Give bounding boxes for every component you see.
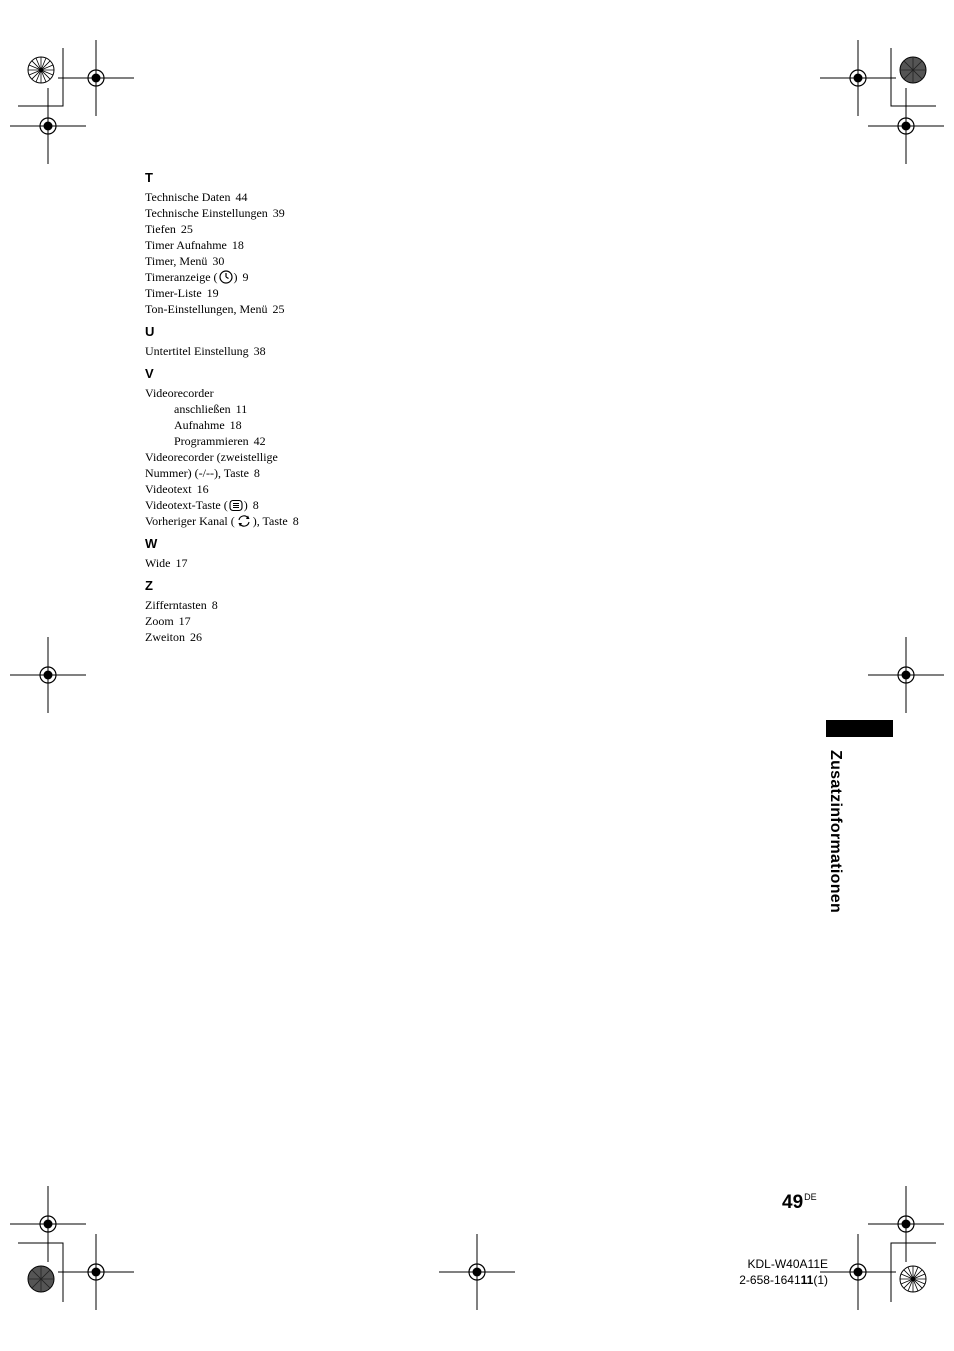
entry-term: Zweiton xyxy=(145,630,185,644)
entry-suffix: ) xyxy=(233,270,238,284)
entry-term: Videotext xyxy=(145,482,192,496)
entry-page-number: 18 xyxy=(229,418,242,432)
entry-page-number: 8 xyxy=(252,498,259,512)
index-entry xyxy=(145,497,445,513)
model-number: KDL-W40A11E xyxy=(747,1257,828,1271)
index-entry xyxy=(145,449,445,465)
document-code: 2-658-164111(1) xyxy=(739,1273,828,1287)
entry-term: Untertitel Einstellung xyxy=(145,344,249,358)
section-letter: U xyxy=(145,324,155,339)
entry-page-number: 8 xyxy=(292,514,299,528)
index-section-w xyxy=(145,536,445,571)
index-entry xyxy=(145,629,445,645)
entry-term: Tiefen xyxy=(145,222,176,236)
previous-channel-icon xyxy=(235,514,253,528)
entry-page-number: 16 xyxy=(196,482,209,496)
section-letter: T xyxy=(145,170,153,185)
entry-page-number: 30 xyxy=(212,254,225,268)
index-subentry xyxy=(145,401,445,417)
teletext-icon xyxy=(228,498,244,512)
footer-info xyxy=(738,1256,828,1288)
entry-term: anschließen xyxy=(174,402,231,416)
index-column xyxy=(145,170,445,652)
entry-suffix: ), Taste xyxy=(252,514,288,528)
entry-page-number: 18 xyxy=(231,238,244,252)
entry-page-number: 25 xyxy=(272,302,285,316)
index-entry xyxy=(145,285,445,301)
index-entry xyxy=(145,481,445,497)
entry-term: Timer Aufnahme xyxy=(145,238,227,252)
index-section-z xyxy=(145,578,445,645)
entry-term: Vorheriger Kanal ( xyxy=(145,514,235,528)
page-language: DE xyxy=(804,1192,817,1202)
side-section-title: Zusatzinformationen xyxy=(827,750,844,914)
entry-term: Technische Einstellungen xyxy=(145,206,268,220)
index-entry xyxy=(145,555,445,571)
entry-term: Timeranzeige ( xyxy=(145,270,218,284)
entry-page-number: 11 xyxy=(235,402,248,416)
entry-term: Videorecorder (zweistellige xyxy=(145,450,278,464)
clock-icon xyxy=(218,270,234,284)
entry-page-number: 8 xyxy=(253,466,260,480)
entry-term: Programmieren xyxy=(174,434,249,448)
entry-term: Technische Daten xyxy=(145,190,231,204)
index-entry xyxy=(145,189,445,205)
index-entry xyxy=(145,465,445,481)
section-letter: V xyxy=(145,366,154,381)
entry-page-number: 19 xyxy=(206,286,219,300)
entry-term: Zoom xyxy=(145,614,174,628)
entry-page-number: 38 xyxy=(253,344,266,358)
index-entry xyxy=(145,597,445,613)
index-entry xyxy=(145,301,445,317)
entry-page-number: 42 xyxy=(253,434,266,448)
index-entry xyxy=(145,269,445,285)
entry-term: Videotext-Taste ( xyxy=(145,498,228,512)
entry-term: Timer, Menü xyxy=(145,254,208,268)
entry-term: Aufnahme xyxy=(174,418,225,432)
index-section-v xyxy=(145,366,445,529)
entry-page-number: 26 xyxy=(190,630,202,644)
index-section-u xyxy=(145,324,445,359)
index-subentry xyxy=(145,417,445,433)
entry-term: Ton-Einstellungen, Menü xyxy=(145,302,268,316)
section-letter: W xyxy=(145,536,158,551)
page-number: 49DE xyxy=(782,1192,817,1213)
entry-page-number: 39 xyxy=(272,206,285,220)
index-subentry xyxy=(145,433,445,449)
entry-page-number: 17 xyxy=(175,556,188,570)
entry-term: Wide xyxy=(145,556,171,570)
entry-term: Zifferntasten xyxy=(145,598,207,612)
entry-term: Nummer) (-/--), Taste xyxy=(145,466,249,480)
index-entry xyxy=(145,385,445,401)
entry-term: Videorecorder xyxy=(145,386,214,400)
entry-page-number: 17 xyxy=(178,614,191,628)
index-entry xyxy=(145,253,445,269)
entry-page-number: 25 xyxy=(180,222,193,236)
entry-term: Timer-Liste xyxy=(145,286,202,300)
section-tab-marker xyxy=(826,720,893,737)
index-entry xyxy=(145,513,445,529)
index-entry xyxy=(145,221,445,237)
index-entry xyxy=(145,343,445,359)
entry-suffix: ) xyxy=(243,498,248,512)
entry-page-number: 44 xyxy=(235,190,248,204)
section-letter: Z xyxy=(145,578,153,593)
index-entry xyxy=(145,613,445,629)
index-entry xyxy=(145,205,445,221)
entry-page-number: 9 xyxy=(242,270,249,284)
index-entry xyxy=(145,237,445,253)
entry-page-number: 8 xyxy=(211,598,218,612)
index-section-t xyxy=(145,170,445,317)
